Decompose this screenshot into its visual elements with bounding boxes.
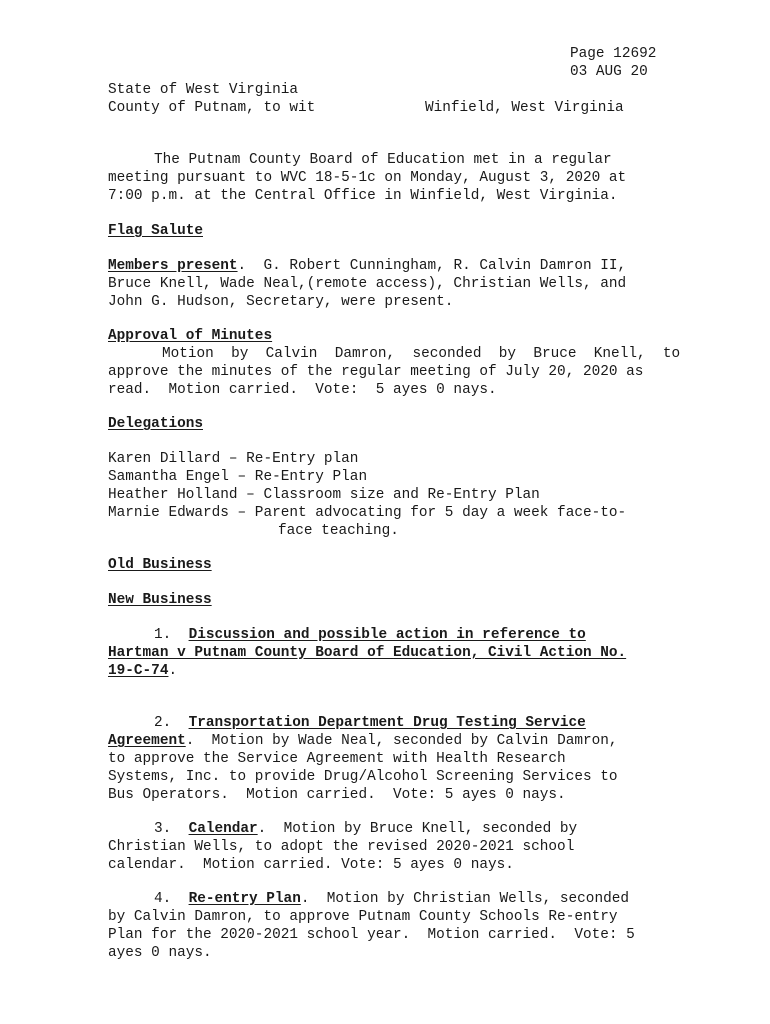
members-line-1 [108, 258, 626, 276]
members-line-3: John G. Hudson, Secretary, were present. [108, 294, 454, 310]
item4-line-1 [154, 891, 629, 909]
item3-line-1 [154, 821, 577, 839]
approval-line-3: read. Motion carried. Vote: 5 ayes 0 nays. [108, 382, 497, 398]
flag-salute-heading: Flag Salute [108, 223, 203, 239]
members-heading: Members present [108, 258, 238, 274]
item1-line-1 [154, 627, 586, 645]
item1-line-3 [108, 663, 177, 681]
item2-line-5: Bus Operators. Motion carried. Vote: 5 ayes 0 nays. [108, 787, 566, 803]
delegation-continuation: face teaching. [278, 523, 399, 539]
intro-line-2: meeting pursuant to WVC 18-5-1c on Monday, August 3, 2020 at [108, 170, 627, 186]
item3-title: Calendar [188, 821, 258, 837]
item2-text-2: . Motion by Wade Neal, seconded by Calvin Damron, [185, 733, 618, 749]
item3-line-3: calendar. Motion carried. Vote: 5 ayes 0 nays. [108, 857, 514, 873]
old-business-heading: Old Business [108, 557, 212, 573]
item4-line-4: ayes 0 nays. [108, 945, 212, 961]
item3-text-1: . Motion by Bruce Knell, seconded by [257, 821, 578, 837]
approval-line-2: approve the minutes of the regular meeting of July 20, 2020 as [108, 364, 644, 380]
item2-line-2 [108, 733, 618, 751]
delegations-heading: Delegations [108, 416, 203, 432]
location-line: Winfield, West Virginia [425, 100, 624, 116]
intro-line-3: 7:00 p.m. at the Central Office in Winfield, West Virginia. [108, 188, 618, 204]
item2-title-1: Transportation Department Drug Testing Service [188, 715, 586, 731]
page-date: 03 AUG 20 [570, 64, 648, 80]
state-line: State of West Virginia [108, 82, 298, 98]
delegation-item: Karen Dillard – Re-Entry plan [108, 451, 359, 467]
intro-line-1: The Putnam County Board of Education met in a regular [154, 152, 612, 168]
item1-title-3: 19-C-74 [108, 663, 169, 679]
item1-end: . [168, 663, 178, 679]
approval-line-1: Motion by Calvin Damron, seconded by Bruce Knell, to [162, 346, 681, 362]
item1-title-2: Hartman v Putnam County Board of Education, Civil Action No. [108, 645, 627, 661]
item4-title: Re-entry Plan [188, 891, 301, 907]
members-text-1: . G. Robert Cunningham, R. Calvin Damron II, [237, 258, 627, 274]
item2-line-1 [154, 715, 586, 733]
item2-line-3: to approve the Service Agreement with Health Research [108, 751, 566, 767]
approval-heading: Approval of Minutes [108, 328, 273, 344]
item4-line-2: by Calvin Damron, to approve Putnam County Schools Re-entry [108, 909, 618, 925]
item4-text-1: . Motion by Christian Wells, seconded [300, 891, 629, 907]
item3-line-2: Christian Wells, to adopt the revised 2020-2021 school [108, 839, 575, 855]
item3-number: 3. [154, 821, 172, 837]
county-line: County of Putnam, to wit [108, 100, 316, 116]
item2-line-4: Systems, Inc. to provide Drug/Alcohol Screening Services to [108, 769, 618, 785]
item1-number: 1. [154, 627, 172, 643]
item2-number: 2. [154, 715, 172, 731]
members-line-2: Bruce Knell, Wade Neal,(remote access), Christian Wells, and [108, 276, 627, 292]
item4-line-3: Plan for the 2020-2021 school year. Motion carried. Vote: 5 [108, 927, 635, 943]
item4-number: 4. [154, 891, 172, 907]
new-business-heading: New Business [108, 592, 212, 608]
delegation-item: Heather Holland – Classroom size and Re-Entry Plan [108, 487, 540, 503]
delegation-item: Marnie Edwards – Parent advocating for 5 day a week face-to- [108, 505, 627, 521]
page-number: Page 12692 [570, 46, 657, 62]
item2-title-2: Agreement [108, 733, 186, 749]
item1-title-1: Discussion and possible action in reference to [188, 627, 586, 643]
delegation-item: Samantha Engel – Re-Entry Plan [108, 469, 368, 485]
